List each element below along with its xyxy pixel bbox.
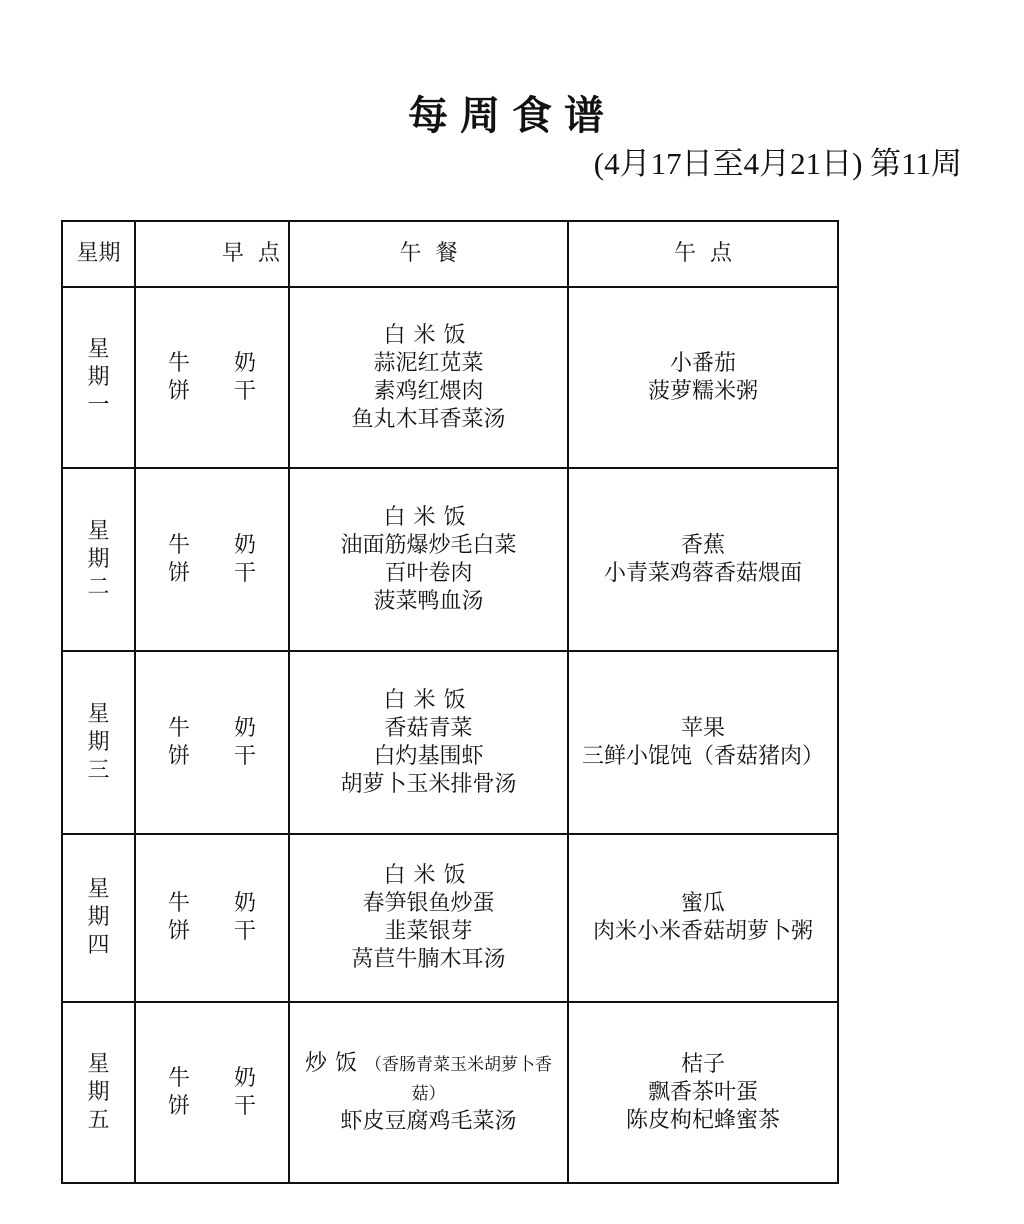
breakfast-item: 饼 <box>167 919 190 944</box>
table-row <box>62 834 838 1002</box>
lunch-cell <box>289 1002 568 1183</box>
lunch-cell <box>289 651 568 834</box>
breakfast-item: 牛 <box>167 715 190 741</box>
header-lunch: 午 餐 <box>289 221 568 287</box>
day-char: 二 <box>87 574 110 600</box>
breakfast-cell <box>135 651 289 834</box>
breakfast-item: 奶 <box>233 532 256 558</box>
snack-item: 桔子 <box>680 1051 725 1077</box>
lunch-item: 蒜泥红苋菜 <box>373 350 484 376</box>
breakfast-item: 牛 <box>167 350 190 376</box>
table-row <box>62 468 838 651</box>
snack-cell <box>568 1002 838 1183</box>
breakfast-item: 奶 <box>233 350 256 376</box>
lunch-item: 菠菜鸭血汤 <box>373 588 484 614</box>
breakfast-item: 奶 <box>233 891 256 916</box>
lunch-item: 韭菜银芽 <box>384 919 473 944</box>
snack-item: 小番茄 <box>669 350 736 376</box>
breakfast-item: 干 <box>233 378 256 404</box>
lunch-cell <box>289 468 568 651</box>
breakfast-item: 饼 <box>167 743 190 769</box>
snack-cell <box>568 287 838 468</box>
breakfast-item: 干 <box>233 743 256 769</box>
lunch-cell <box>289 834 568 1002</box>
header-breakfast: 早 点 <box>135 221 289 287</box>
breakfast-item: 干 <box>233 919 256 944</box>
breakfast-item: 饼 <box>167 560 190 586</box>
snack-item: 肉米小米香菇胡萝卜粥 <box>592 919 813 944</box>
day-char: 三 <box>87 757 110 783</box>
lunch-item: 炒饭 <box>304 1050 365 1076</box>
lunch-cell <box>289 287 568 468</box>
snack-item: 菠萝糯米粥 <box>647 378 758 404</box>
snack-cell <box>568 651 838 834</box>
day-cell <box>62 468 135 651</box>
lunch-item: 白米饭 <box>383 863 474 888</box>
lunch-item: 白米饭 <box>383 687 474 713</box>
day-char: 期 <box>87 364 110 390</box>
day-char: 四 <box>87 933 110 958</box>
lunch-item: 春笋银鱼炒蛋 <box>362 891 495 916</box>
breakfast-item: 饼 <box>167 1093 190 1119</box>
lunch-item: 百叶卷肉 <box>384 560 473 586</box>
lunch-item: 莴苣牛腩木耳汤 <box>351 947 506 972</box>
lunch-note: （香肠青菜玉米胡萝卜香菇） <box>365 1054 552 1104</box>
date-range-week: (4月17日至4月21日) 第11周 <box>593 146 962 181</box>
day-char: 星 <box>87 518 110 544</box>
page-title: 每周食谱 <box>408 93 616 139</box>
breakfast-item: 干 <box>233 560 256 586</box>
day-char: 一 <box>87 392 110 418</box>
breakfast-item: 饼 <box>167 378 190 404</box>
day-cell <box>62 834 135 1002</box>
day-char: 星 <box>87 1051 110 1077</box>
lunch-item: 白米饭 <box>383 504 474 530</box>
snack-cell <box>568 834 838 1002</box>
lunch-item: 白灼基围虾 <box>373 743 484 769</box>
snack-item: 陈皮枸杞蜂蜜茶 <box>625 1107 780 1133</box>
breakfast-item: 牛 <box>167 891 190 916</box>
lunch-item: 白米饭 <box>383 322 474 348</box>
header-day: 星期 <box>62 221 135 287</box>
table-row <box>62 1002 838 1183</box>
snack-item: 三鲜小馄饨（香菇猪肉） <box>581 743 824 769</box>
snack-item: 飘香茶叶蛋 <box>647 1079 758 1105</box>
table-row <box>62 651 838 834</box>
lunch-item: 香菇青菜 <box>384 715 473 741</box>
day-cell <box>62 651 135 834</box>
day-char: 期 <box>87 905 110 930</box>
lunch-item: 素鸡红煨肉 <box>373 378 484 404</box>
day-char: 星 <box>87 701 110 727</box>
breakfast-item: 牛 <box>167 1065 190 1091</box>
lunch-item: 鱼丸木耳香菜汤 <box>351 406 506 432</box>
breakfast-cell <box>135 834 289 1002</box>
breakfast-item: 奶 <box>233 715 256 741</box>
snack-item: 小青菜鸡蓉香菇煨面 <box>603 560 802 586</box>
day-char: 五 <box>87 1107 110 1133</box>
day-char: 期 <box>87 1079 110 1105</box>
table-row <box>62 287 838 468</box>
lunch-item: 油面筋爆炒毛白菜 <box>340 532 517 558</box>
weekly-menu-table <box>61 220 839 1184</box>
lunch-item: 胡萝卜玉米排骨汤 <box>340 771 517 797</box>
header-row <box>62 221 838 287</box>
header-snack: 午 点 <box>568 221 838 287</box>
breakfast-cell <box>135 1002 289 1183</box>
breakfast-item: 牛 <box>167 532 190 558</box>
snack-item: 蜜瓜 <box>680 891 725 916</box>
breakfast-cell <box>135 287 289 468</box>
day-char: 期 <box>87 546 110 572</box>
day-cell <box>62 1002 135 1183</box>
breakfast-item: 干 <box>233 1093 256 1119</box>
day-cell <box>62 287 135 468</box>
day-char: 星 <box>87 336 110 362</box>
snack-item: 香蕉 <box>680 532 725 558</box>
day-char: 星 <box>87 877 110 902</box>
breakfast-cell <box>135 468 289 651</box>
lunch-item: 虾皮豆腐鸡毛菜汤 <box>340 1108 517 1134</box>
day-char: 期 <box>87 729 110 755</box>
snack-item: 苹果 <box>680 715 725 741</box>
breakfast-item: 奶 <box>233 1065 256 1091</box>
snack-cell <box>568 468 838 651</box>
